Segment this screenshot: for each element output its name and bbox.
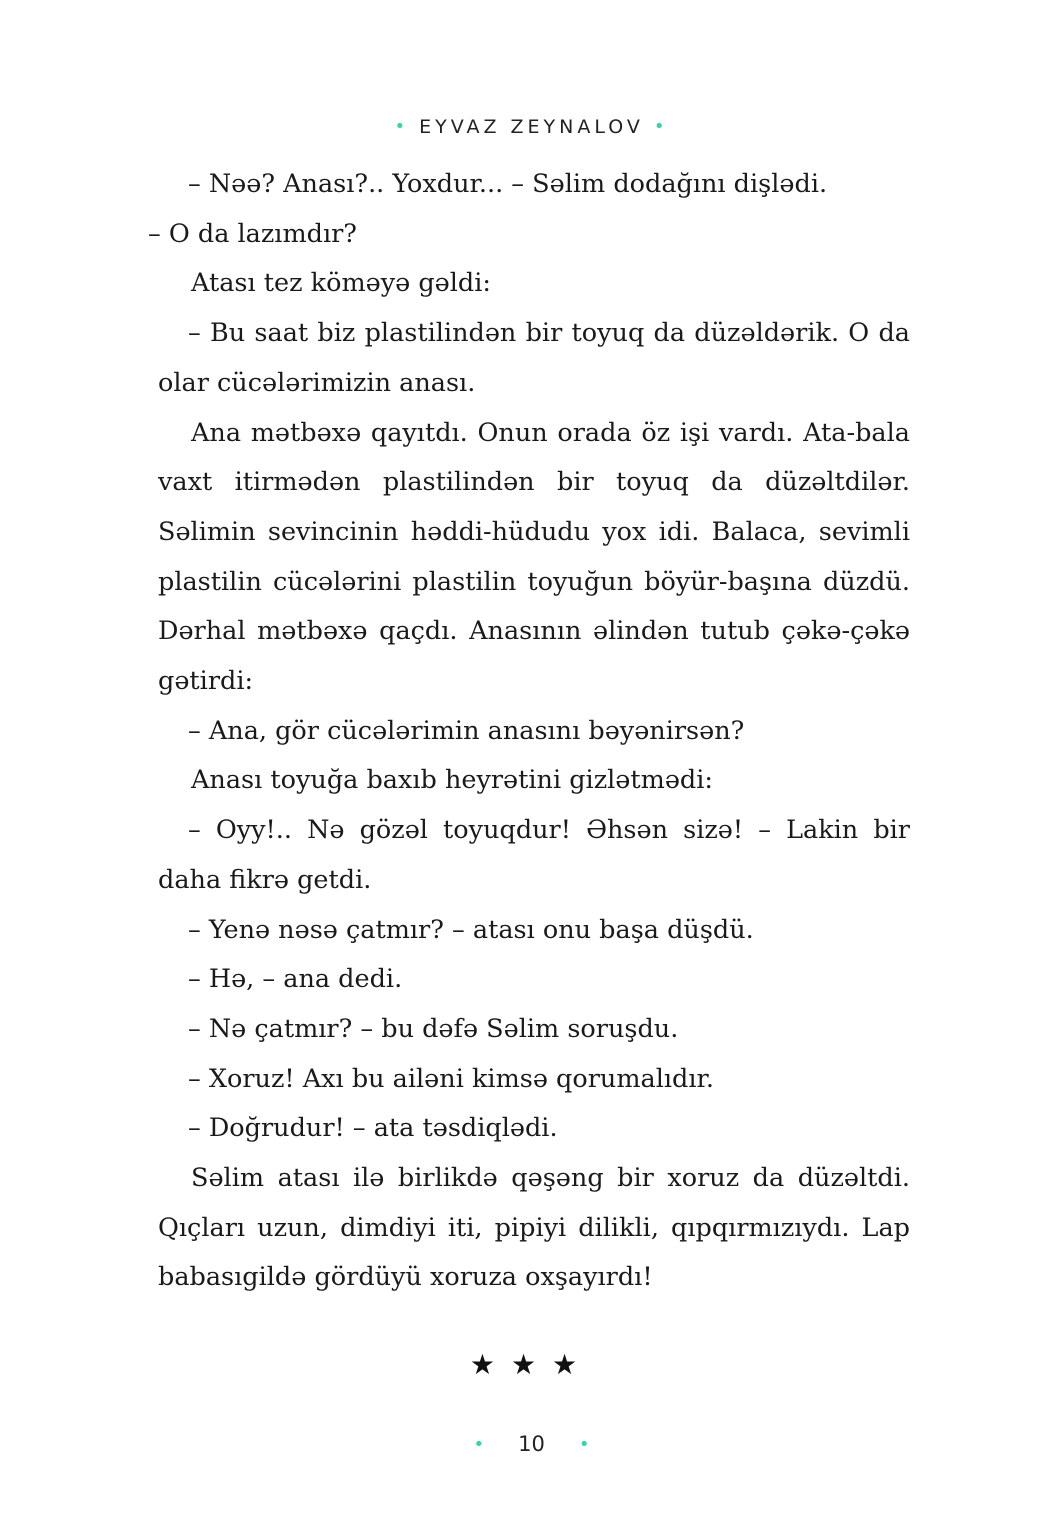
page-number: 10 [518, 1432, 545, 1456]
paragraph: Anası toyuğa baxıb heyrətini gizlətmədi: [191, 765, 713, 796]
paragraph: – Xoruz! Axı bu ailəni kimsə qorumalıdır. [188, 1063, 714, 1094]
header-left-dot-icon: • [394, 116, 410, 137]
paragraph: – Ana, gör cücələrimin anasını bəyənirsən? [188, 715, 745, 746]
footer-right-dot-icon: • [578, 1434, 590, 1455]
footer-left-dot-icon: • [473, 1434, 485, 1455]
running-header [0, 116, 1063, 138]
paragraph: – Doğrudur! – ata təsdiqlədi. [188, 1113, 558, 1144]
section-separator-stars-icon: ★★★ [469, 1348, 594, 1381]
paragraph: – Nə çatmır? – bu dəfə Səlim soruşdu. [188, 1013, 679, 1044]
paragraph: – Hə, – ana dedi. [188, 964, 403, 995]
paragraph: – Yenə nəsə çatmır? – atası onu başa düşdü. [188, 914, 754, 945]
page-footer [0, 1432, 1063, 1456]
paragraph: Atası tez köməyə gəldi: [191, 268, 491, 299]
paragraph: Səlim atası ilə birlikdə qəşəng bir xoruz da düzəltdi. Qıçları uzun, dimdiyi iti, pipiyi dilikli, qıpqırmızıydı. Lap babasıgildə gördüyü xoruza oxşayırdı! [158, 1163, 910, 1293]
paragraph: – Nəə? Anası?.. Yoxdur... – Səlim dodağını dişlədi. [188, 169, 828, 199]
paragraph: – O da lazımdır? [148, 218, 357, 249]
page-body [148, 160, 910, 1303]
paragraph: Ana mətbəxə qayıtdı. Onun orada öz işi vardı. Ata-bala vaxt itirmədən plastilindən bir toyuq da düzəltdilər. Səlimin sevincinin həddi-hüdudu yox idi. Balaca, sevimli plastilin cücələrini plastilin toyuğun böyür-başına düzdü. Dərhal mətbəxə qaçdı. Anasının əlindən tutub çəkə-çəkə gətirdi: [158, 417, 910, 697]
paragraph: – Oyy!.. Nə gözəl toyuqdur! Əhsən sizə! – Lakin bir daha fikrə getdi. [158, 815, 910, 895]
paragraph: – Bu saat biz plastilindən bir toyuq da düzəldərik. O da olar cücələrimizin anası. [158, 318, 910, 398]
header-author: EYVAZ ZEYNALOV [419, 116, 644, 138]
header-right-dot-icon: • [653, 116, 669, 137]
